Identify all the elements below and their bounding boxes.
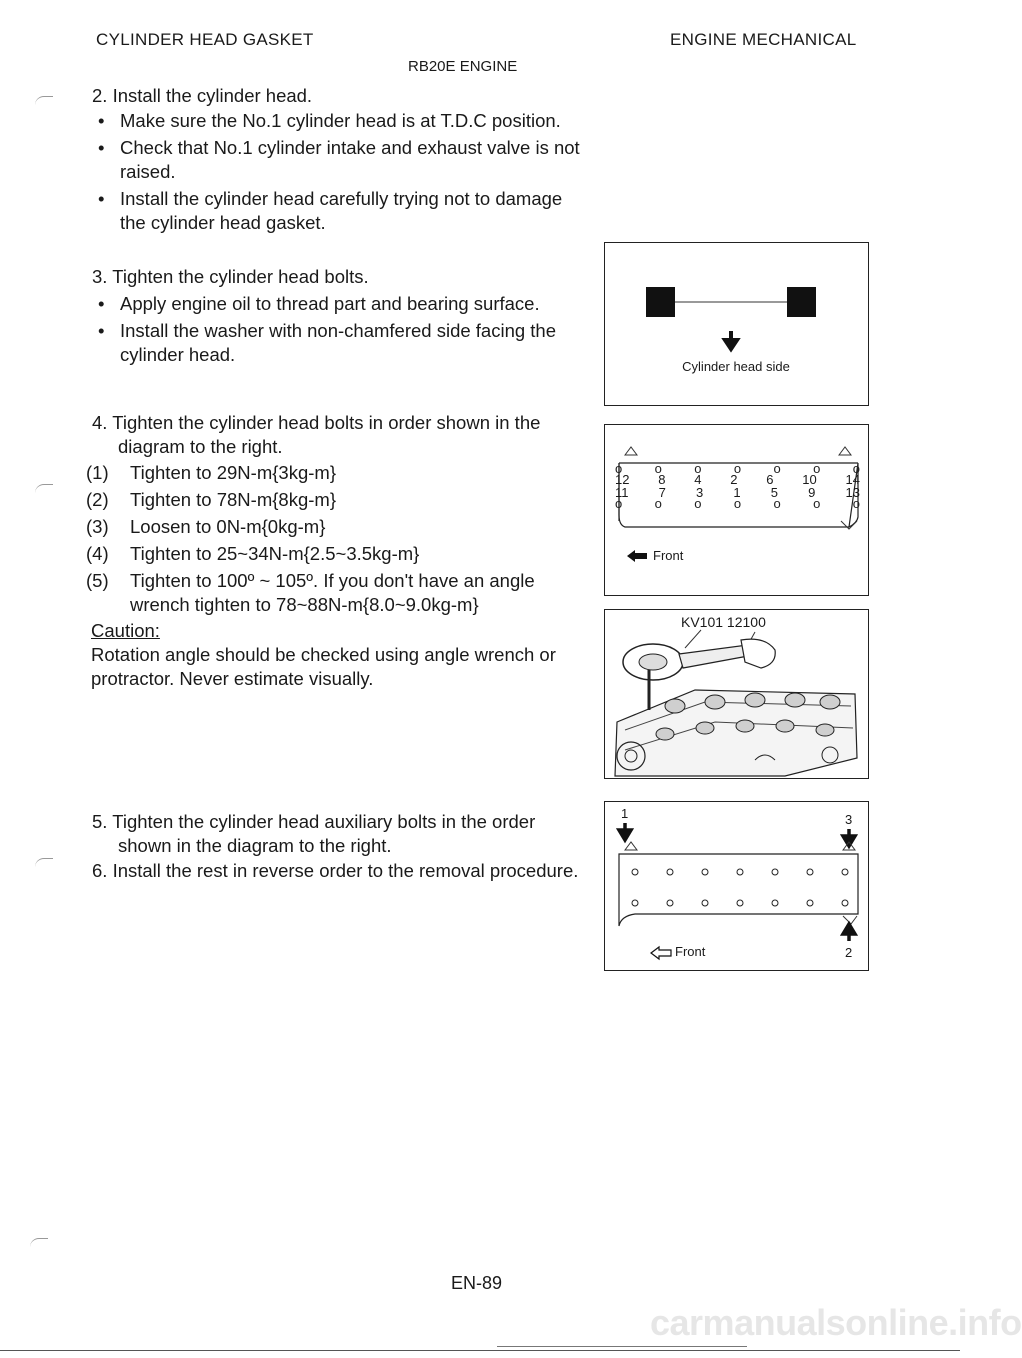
step2-block	[92, 84, 592, 235]
bolt-number: 10	[802, 472, 817, 487]
bolt-markers-bottom: o o o o o o o	[615, 496, 860, 511]
margin-mark	[30, 1238, 48, 1247]
bullet-icon: •	[98, 188, 105, 209]
step6-item: 6. Install the rest in reverse order to the removal procedure.	[92, 860, 579, 881]
bolt-number: 2	[730, 472, 738, 487]
bullet-text: Install the cylinder head carefully trying not to damage the cylinder head gasket.	[120, 188, 563, 233]
washer-caption: Cylinder head side	[682, 359, 790, 374]
bolt-number: 3	[696, 485, 704, 500]
bullet-text: Make sure the No.1 cylinder head is at T.D.C position.	[120, 110, 561, 131]
step3-block	[92, 265, 592, 367]
bolt-number: 4	[694, 472, 702, 487]
step4-item	[86, 569, 592, 617]
bolt-number: 7	[658, 485, 666, 500]
step3-heading: 3. Tighten the cylinder head bolts.	[92, 266, 369, 287]
item-number: (1)	[86, 462, 109, 483]
item-text: Tighten to 100º ~ 105º. If you don't have an angle wrench tighten to 78~88N-m{8.0~9.0kg-m}	[130, 570, 535, 615]
step4-item	[86, 542, 592, 566]
aux-label-3: 3	[845, 812, 853, 827]
caution-label: Caution:	[91, 620, 160, 641]
margin-mark	[35, 484, 53, 493]
page-number: EN-89	[451, 1273, 503, 1293]
angle-wrench-illustration	[605, 610, 867, 776]
item-text: Tighten to 29N-m{3kg-m}	[130, 462, 336, 483]
bullet-icon: •	[98, 320, 105, 341]
step4-block	[86, 411, 592, 691]
step4-heading: 4. Tighten the cylinder head bolts in order shown in the diagram to the right.	[92, 412, 541, 457]
aux-label-2: 2	[845, 945, 853, 960]
margin-mark	[35, 858, 53, 867]
step4-item	[86, 488, 592, 512]
item-text: Tighten to 78N-m{8kg-m}	[130, 489, 336, 510]
aux-label-1: 1	[621, 806, 629, 821]
item-number: (5)	[86, 570, 109, 591]
front-arrow-icon	[625, 549, 649, 563]
down-arrow-icon	[725, 331, 737, 349]
item-number: (3)	[86, 516, 109, 537]
step5-item: 5. Tighten the cylinder head auxiliary bolts in the order shown in the diagram to the right.	[92, 811, 536, 856]
aux-up-arrow-icon	[841, 922, 857, 942]
watermark: carmanualsonline.info	[650, 1302, 1022, 1343]
step3-bullet	[92, 319, 592, 367]
footer-rule-short	[497, 1346, 747, 1347]
bolt-number: 13	[845, 485, 860, 500]
item-text: Tighten to 25~34N-m{2.5~3.5kg-m}	[130, 543, 420, 564]
bolt-number: 9	[808, 485, 816, 500]
bullet-icon: •	[98, 110, 105, 131]
step2-bullet	[92, 109, 592, 133]
tool-number-label: KV101 12100	[681, 614, 766, 630]
step3-bullet	[92, 292, 592, 316]
margin-mark	[35, 96, 53, 105]
bolt-number: 11	[615, 485, 629, 500]
footer-rule	[0, 1350, 960, 1351]
step2-bullet	[92, 136, 592, 184]
bullet-icon: •	[98, 137, 105, 158]
washer-diagram	[605, 243, 867, 363]
bolt-rows	[615, 463, 860, 509]
step5-block	[92, 810, 592, 883]
bullet-icon: •	[98, 293, 105, 314]
auxiliary-bolts-figure	[604, 801, 869, 971]
bolt-number: 1	[733, 485, 741, 500]
step2-bullet	[92, 187, 592, 235]
header-section-title: CYLINDER HEAD GASKET	[96, 30, 314, 49]
front-label: Front	[653, 548, 684, 563]
item-text: Loosen to 0N-m{0kg-m}	[130, 516, 326, 537]
bullet-text: Check that No.1 cylinder intake and exhaust valve is not raised.	[120, 137, 580, 182]
bolt-number: 14	[845, 472, 860, 487]
bullet-text: Install the washer with non-chamfered side facing the cylinder head.	[120, 320, 557, 365]
item-number: (2)	[86, 489, 109, 510]
bolt-number: 8	[658, 472, 666, 487]
header-engine-model: RB20E ENGINE	[408, 58, 518, 75]
item-number: (4)	[86, 543, 109, 564]
aux-head-outline	[605, 802, 867, 932]
bolt-number: 12	[615, 472, 630, 487]
step2-heading: 2. Install the cylinder head.	[92, 85, 313, 106]
bolt-markers-top: o o o o o o o	[615, 461, 860, 476]
bolt-number: 5	[770, 485, 778, 500]
aux-front-label: Front	[675, 944, 706, 959]
header-chapter-title: ENGINE MECHANICAL	[670, 30, 857, 49]
bullet-text: Apply engine oil to thread part and bearing surface.	[120, 293, 540, 314]
tightening-sequence-figure	[604, 424, 869, 596]
angle-wrench-figure	[604, 609, 869, 779]
caution-text: Rotation angle should be checked using angle wrench or protractor. Never estimate visually.	[91, 644, 556, 689]
step4-item	[86, 515, 592, 539]
step4-item	[86, 461, 592, 485]
front-outline-arrow-icon	[649, 945, 673, 961]
bolt-number: 6	[766, 472, 774, 487]
washer-figure	[604, 242, 869, 406]
